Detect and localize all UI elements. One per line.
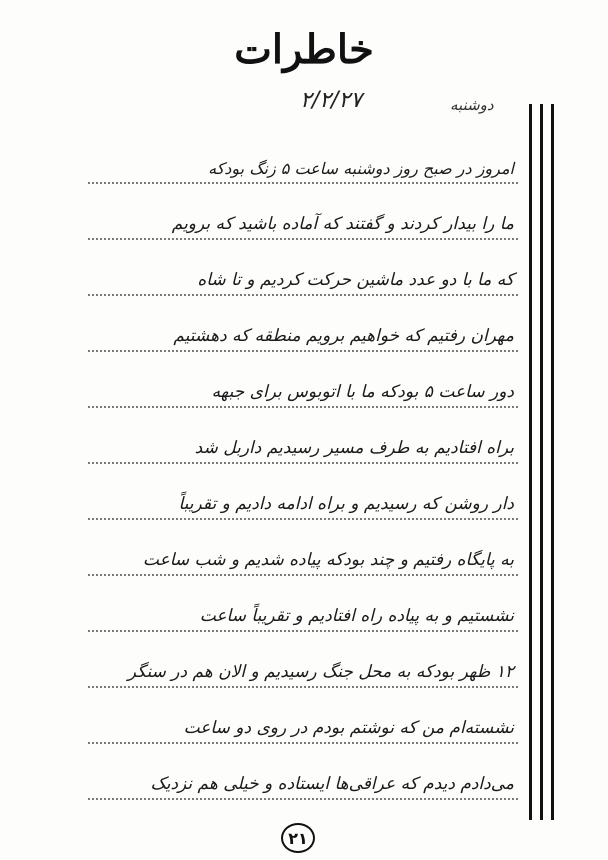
text-line (88, 296, 518, 352)
line-text: امروز در صبح روز دوشنبه ساعت ۵ زنگ بودکه (208, 159, 514, 178)
text-line (88, 128, 518, 184)
line-text: دار روشن که رسیدیم و براه ادامه دادیم و تقریباً (178, 494, 514, 514)
entry-weekday: دوشنبه (450, 96, 494, 114)
line-text: که ما با دو عدد ماشین حرکت کردیم و تا شاه (197, 270, 514, 290)
text-line (88, 576, 518, 632)
line-text: دور ساعت ۵ بودکه ما با اتوبوس برای جبهه (211, 382, 514, 402)
margin-line (551, 104, 554, 820)
entry-date: ۲/۲/۲۷ (300, 88, 363, 113)
text-line (88, 240, 518, 296)
line-text: مهران رفتیم که خواهیم برویم منطقه که دهشتیم (173, 326, 514, 346)
line-text: ۱۲ ظهر بودکه به محل جنگ رسیدیم و الان هم در سنگر (127, 662, 514, 682)
margin-rule-lines (527, 104, 563, 820)
handwritten-lines (88, 128, 518, 808)
margin-line (540, 104, 543, 820)
text-line (88, 744, 518, 800)
margin-line (529, 104, 532, 820)
text-line (88, 520, 518, 576)
text-line (88, 632, 518, 688)
text-line (88, 184, 518, 240)
line-text: براه افتادیم به طرف مسیر رسیدیم داربل شد (194, 438, 514, 458)
text-line (88, 688, 518, 744)
page-number-badge: ۲۱ (281, 823, 315, 853)
line-text: می‌دادم دیدم که عراقی‌ها ایستاده و خیلی هم نزدیک (150, 774, 514, 794)
dotted-rule (88, 798, 518, 800)
text-line (88, 464, 518, 520)
page-title: خاطرات (234, 26, 374, 73)
line-text: نشسته‌ام من که نوشتم بودم در روی دو ساعت (183, 718, 514, 738)
text-line (88, 352, 518, 408)
line-text: به پایگاه رفتیم و چند بودکه پیاده شدیم و شب ساعت (142, 550, 514, 570)
line-text: ما را بیدار کردند و گفتند که آماده باشید که برویم (171, 214, 514, 234)
line-text: نشستیم و به پیاده راه افتادیم و تقریباً ساعت (199, 606, 514, 626)
text-line (88, 408, 518, 464)
